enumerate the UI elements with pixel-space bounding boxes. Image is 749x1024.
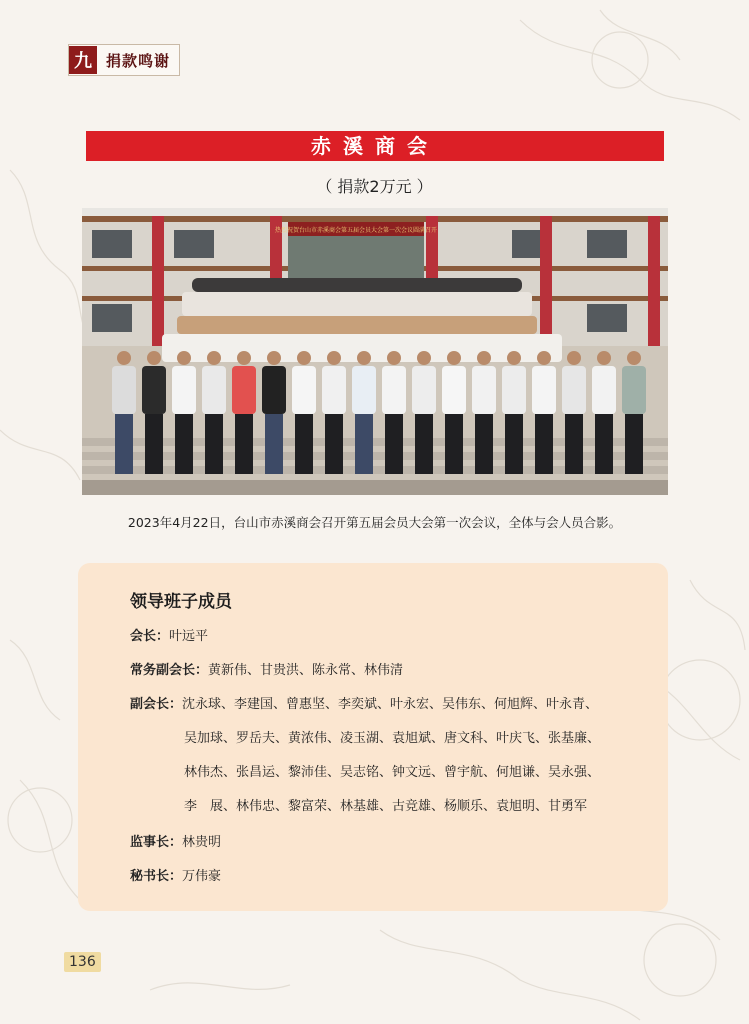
photo-person <box>172 351 196 474</box>
photo-person <box>352 351 376 474</box>
exec-vp-label: 常务副会长： <box>130 663 209 678</box>
photo-person <box>502 351 526 474</box>
group-photo <box>82 208 668 495</box>
section-number: 九 <box>69 46 97 74</box>
photo-person <box>532 351 556 474</box>
page-title: 赤溪商会 <box>86 131 664 161</box>
photo-person <box>622 351 646 474</box>
photo-person <box>472 351 496 474</box>
vp-row <box>130 693 598 712</box>
photo-banner-text: 热烈祝贺台山市赤溪商会第五届会员大会第一次会议圆满召开 <box>274 227 438 234</box>
photo-caption: 2023年4月22日，台山市赤溪商会召开第五届会员大会第一次会议，全体与会人员合影。 <box>127 515 622 530</box>
vp-names-line-1: 沈永球、李建国、曾惠坚、李奕斌、叶永宏、吴伟东、何旭辉、叶永青、 <box>182 697 599 712</box>
photo-person <box>292 351 316 474</box>
secretary-label: 秘书长： <box>130 869 183 884</box>
photo-person <box>412 351 436 474</box>
president-name: 叶远平 <box>169 629 209 644</box>
vp-names-line-3: 林伟杰、张昌运、黎沛佳、吴志铭、钟文远、曾宇航、何旭谦、吴永强、 <box>184 765 601 780</box>
donation-amount: （ 捐款2万元 ） <box>316 177 433 196</box>
vp-names-line-2: 吴加球、罗岳夫、黄浓伟、凌玉湖、袁旭斌、唐文科、叶庆飞、张基廉、 <box>184 731 601 746</box>
photo-person <box>232 351 256 474</box>
photo-person <box>592 351 616 474</box>
photo-person <box>262 351 286 474</box>
section-label: 捐款鸣谢 <box>105 51 170 70</box>
photo-person <box>382 351 406 474</box>
photo-person <box>322 351 346 474</box>
leadership-panel <box>78 563 668 911</box>
vp-label: 副会长： <box>130 697 183 712</box>
supervisor-name: 林贵明 <box>182 835 222 850</box>
secretary-name: 万伟豪 <box>182 869 222 884</box>
supervisor-label: 监事长： <box>130 835 183 850</box>
photo-person <box>202 351 226 474</box>
photo-person <box>562 351 586 474</box>
page-number: 136 <box>64 952 101 972</box>
secretary-row <box>130 865 221 884</box>
photo-person <box>442 351 466 474</box>
leadership-title: 领导班子成员 <box>130 592 232 612</box>
supervisor-row <box>130 831 221 850</box>
president-label: 会长： <box>130 629 170 644</box>
section-tag <box>68 44 180 76</box>
photo-person <box>112 351 136 474</box>
exec-vp-row <box>130 659 403 678</box>
exec-vp-names: 黄新伟、甘贵洪、陈永常、林伟清 <box>208 663 404 678</box>
president-row <box>130 625 208 644</box>
photo-person <box>142 351 166 474</box>
vp-names-line-4: 李 展、林伟忠、黎富荣、林基雄、古竞雄、杨顺乐、袁旭明、甘勇军 <box>184 799 588 814</box>
